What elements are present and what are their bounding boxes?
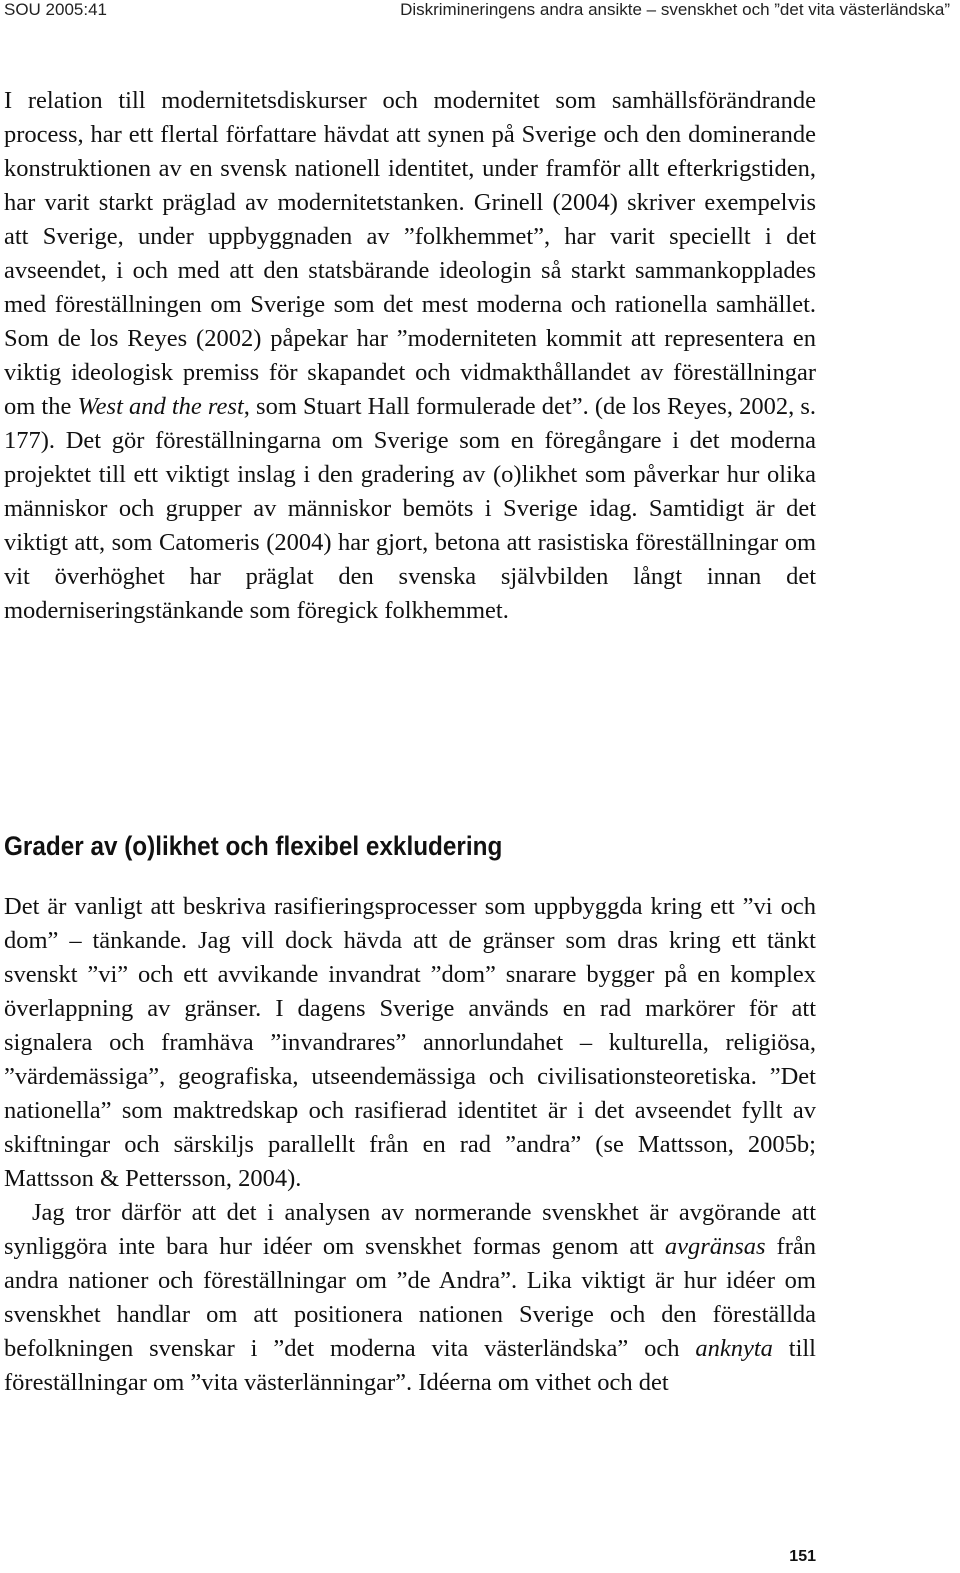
page-number: 151 (789, 1548, 816, 1565)
paragraph: Det är vanligt att beskriva rasifieringsprocesser som uppbyggda kring ett ”vi och dom” – tänkande. Jag vill dock hävda att de gränser som dras kring ett tänkt svenskt ”vi” och ett avvikande invandrat ”dom” snarare bygger på en komplex överlappning av gränser. I dagens Sverige används en rad markörer för att signalera och framhäva ”invandrares” annorlundahet – kulturella, religiösa, ”värdemässiga”, geografiska, utseendemässiga och civilisationsteoretiska. ”Det nationella” som maktredskap och rasifierad identitet är i det avseendet fyllt av skiftningar och särskiljs parallellt från en rad ”andra” (se Mattsson, 2005b; Mattsson & Pettersson, 2004). (4, 893, 816, 1192)
section-two-body (4, 890, 816, 1400)
italic-word: anknyta (695, 1335, 773, 1362)
report-number: SOU 2005:41 (4, 0, 108, 19)
section-heading: Grader av (o)likhet och flexibel exkludering (4, 831, 503, 861)
italic-phrase: West and the rest (77, 393, 244, 420)
italic-word: avgränsas (664, 1233, 766, 1260)
running-header (4, 0, 950, 30)
section-one-body (4, 84, 816, 628)
paragraph: Jag tror därför att det i analysen av normerande svenskhet är avgörande att synliggöra inte bara hur idéer om svenskhet formas genom att avgränsas från andra nationer och föreställningar om ”de Andra”. Lika viktigt är hur idéer om svenskhet handlar om att positionera nationen Sverige och den föreställda befolkningen svenskar i ”det moderna vita västerländska” och anknyta till föreställningar om ”vita västerlänningar”. Idéerna om vithet och det (4, 1199, 816, 1396)
chapter-title: Diskrimineringens andra ansikte – svenskhet och ”det vita västerländska” (400, 0, 950, 19)
paragraph: I relation till modernitetsdiskurser och modernitet som samhällsförändrande process, har ett flertal författare hävdat att synen på Sverige och den dominerande konstruktionen av en svensk nationell identitet, under framför allt efterkrigstiden, har varit starkt präglad av modernitetstanken. Grinell (2004) skriver exempelvis att Sverige, under uppbyggnaden av ”folkhemmet”, har varit speciellt i det avseendet, i och med att den statsbärande ideologin så starkt sammankopplades med föreställningen om Sverige som det mest moderna och rationella samhället. Som de los Reyes (2002) påpekar har ”moderniteten kommit att representera en viktig ideologisk premiss för skapandet och vidmakthållandet av föreställningar om the West and the rest, som Stuart Hall formulerade det”. (de los Reyes, 2002, s. 177). Det gör föreställningarna om Sverige som en föregångare i det moderna projektet till ett viktigt inslag i den gradering av (o)likhet som påverkar hur olika människor och grupper av människor bemöts i Sverige idag. Samtidigt är det viktigt att, som Catomeris (2004) har gjort, betona att rasistiska föreställningar om vit överhöghet har präglat den svenska självbilden långt innan det moderniseringstänkande som föregick folkhemmet. (4, 87, 817, 624)
